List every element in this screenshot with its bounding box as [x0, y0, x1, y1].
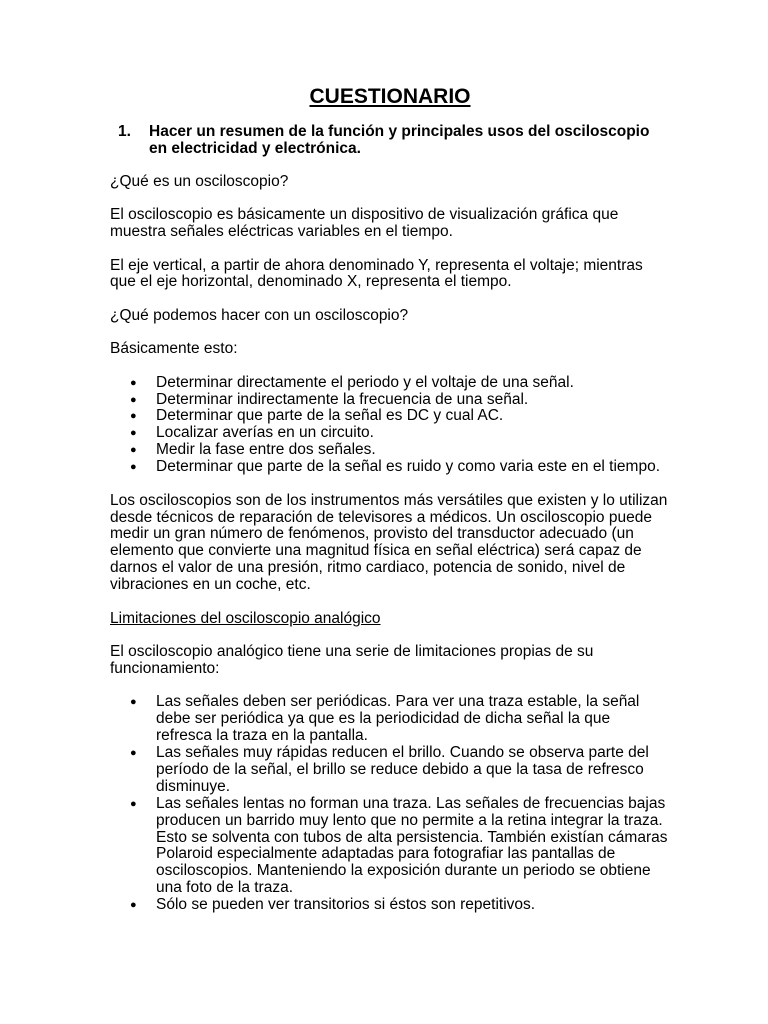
uses-list [110, 375, 670, 476]
paragraph-basically: Básicamente esto: [110, 340, 238, 358]
list-item-text: Las señales muy rápidas reducen el brillo. Cuando se observa parte del período de la señal, el brillo se reduce debido a que la tasa de refresco disminuye. [156, 743, 649, 795]
list-item-text: Determinar directamente el periodo y el voltaje de una señal. [156, 373, 574, 391]
bullet-icon: ● [130, 899, 137, 912]
list-item [110, 745, 670, 796]
limitations-list [110, 694, 670, 914]
list-item-text: Localizar averías en un circuito. [156, 424, 374, 442]
paragraph-axes: El eje vertical, a partir de ahora denominado Y, representa el voltaje; mientras que el eje horizontal, denominado X, representa el tiempo. [110, 256, 643, 291]
bullet-icon: ● [130, 797, 137, 810]
list-item-text: Las señales lentas no forman una traza. Las señales de frecuencias bajas producen un barrido muy lento que no permite a la retina integrar la traza. Esto se solventa con tubos de alta persistencia. También existían cámaras Polaroid especialmente adaptadas para fotografiar las pantallas de osciloscopios. Manteniendo la exposición durante un periodo se obtiene una foto de la traza. [156, 794, 668, 897]
paragraph-definition: El osciloscopio es básicamente un dispositivo de visualización gráfica que muestra señales eléctricas variables en el tiempo. [110, 206, 619, 241]
bullet-icon: ● [130, 427, 137, 440]
paragraph-what-can: ¿Qué podemos hacer con un osciloscopio? [110, 306, 409, 324]
list-item-text: Medir la fase entre dos señales. [156, 441, 376, 459]
bullet-icon: ● [130, 444, 137, 457]
paragraph-what-is: ¿Qué es un osciloscopio? [110, 172, 289, 190]
document-page [110, 84, 670, 931]
paragraph-versatility: Los osciloscopios son de los instrumentos más versátiles que existen y lo utilizan desde técnicos de reparación de televisores a médicos. Un osciloscopio puede medir un gran número de fenómenos, provisto del transductor adecuado (un elemento que convierte una magnitud física en señal eléctrica) será capaz de darnos el valor de una presión, ritmo cardiaco, potencia de sonido, nivel de vibraciones en un coche, etc. [110, 491, 668, 594]
document-title: CUESTIONARIO [309, 85, 471, 108]
list-item [110, 442, 670, 459]
list-item [110, 796, 670, 897]
list-item-text: Las señales deben ser periódicas. Para ver una traza estable, la señal debe ser periódica ya que es la periodicidad de dicha señal la que refresca la traza en la pantalla. [156, 693, 640, 745]
list-item [110, 392, 670, 409]
list-item [110, 694, 670, 745]
list-item [110, 408, 670, 425]
bullet-icon: ● [130, 376, 137, 389]
bullet-icon: ● [130, 410, 137, 423]
list-item-text: Sólo se pueden ver transitorios si éstos son repetitivos. [156, 896, 536, 914]
question-text: Hacer un resumen de la función y principales usos del osciloscopio en electricidad y electrónica. [149, 123, 650, 157]
question-item [110, 124, 670, 158]
list-item-text: Determinar que parte de la señal es ruido y como varia este en el tiempo. [156, 458, 661, 476]
bullet-icon: ● [130, 461, 137, 474]
list-item [110, 375, 670, 392]
bullet-icon: ● [130, 696, 137, 709]
question-number: 1. [118, 123, 131, 140]
list-item [110, 897, 670, 914]
bullet-icon: ● [130, 393, 137, 406]
bullet-icon: ● [130, 746, 137, 759]
list-item-text: Determinar que parte de la señal es DC y cual AC. [156, 407, 504, 425]
section-heading-limitations: Limitaciones del osciloscopio analógico [110, 609, 381, 627]
paragraph-limitations-intro: El osciloscopio analógico tiene una serie de limitaciones propias de su funcionamiento: [110, 642, 594, 677]
list-item [110, 459, 670, 476]
list-item-text: Determinar indirectamente la frecuencia de una señal. [156, 390, 529, 408]
list-item [110, 425, 670, 442]
